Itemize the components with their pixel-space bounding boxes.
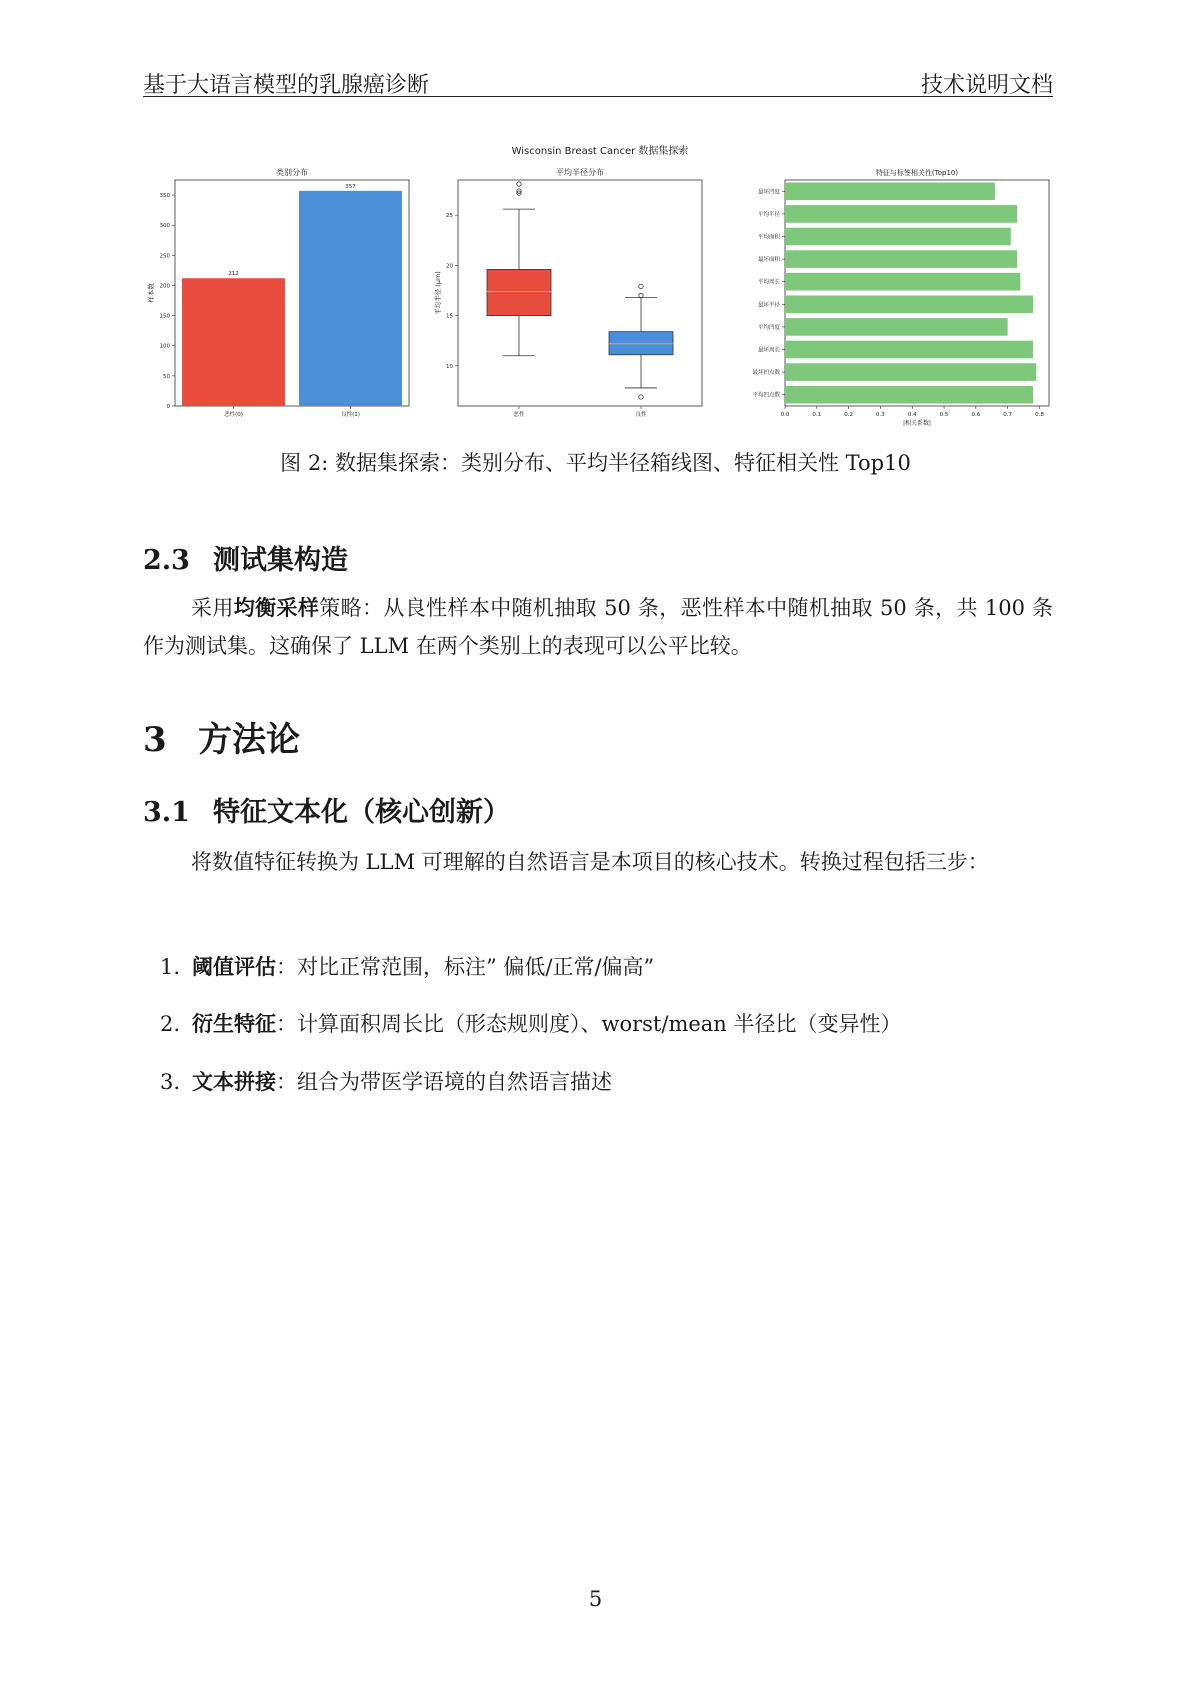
bar-data-label: 212 <box>228 271 239 278</box>
x-tick-label: 良性 <box>635 412 647 418</box>
y-tick-label: 15 <box>446 313 453 320</box>
list-item <box>160 1066 612 1096</box>
y-tick-label: 最坏凹点数 <box>752 370 780 377</box>
bar <box>785 363 1036 381</box>
y-tick-label: 平均半径 <box>757 211 780 218</box>
x-tick-label: 0.3 <box>876 412 885 418</box>
para-text: 策略：从良性样本中随机抽取 50 条，恶性样本中随机抽取 50 条，共 100 条作为测试集。这确保了 LLM 在两个类别上的表现可以公平比较。 <box>143 596 1054 658</box>
x-tick-label: 0.6 <box>971 412 981 418</box>
section-title: 测试集构造 <box>213 545 348 576</box>
section-heading-3-1 <box>143 790 510 829</box>
x-tick-label: 0.0 <box>780 412 790 418</box>
x-axis-label: |相关系数| <box>902 420 932 427</box>
y-tick-label: 平均凹点数 <box>752 392 780 399</box>
bar <box>785 318 1008 336</box>
bar <box>785 273 1020 291</box>
section-title: 方法论 <box>198 720 300 760</box>
y-tick-label: 150 <box>159 313 170 320</box>
y-tick-label: 50 <box>163 373 170 380</box>
y-axis-label: 平均半径 (μm) <box>434 271 442 315</box>
y-tick-label: 0 <box>166 404 170 410</box>
y-tick-label: 最坏半径 <box>757 302 780 309</box>
outlier-point <box>639 284 643 288</box>
chart-title: 类别分布 <box>276 168 308 177</box>
bar <box>785 386 1033 404</box>
bar <box>785 295 1033 313</box>
chart-title: 特征与标签相关性(Top10) <box>875 169 959 177</box>
section-number: 2.3 <box>143 545 190 576</box>
section-number: 3 <box>143 720 167 760</box>
section-heading-2-3 <box>143 538 348 577</box>
page-header <box>143 60 1053 97</box>
y-tick-label: 平均凹度 <box>757 324 780 331</box>
outlier-point <box>639 395 643 399</box>
bar <box>299 191 402 406</box>
list-bold-term: 阈值评估 <box>192 954 276 979</box>
header-doc-type: 技术说明文档 <box>920 73 1053 98</box>
x-tick-label: 良性(1) <box>341 412 360 418</box>
section-number: 3.1 <box>143 797 190 828</box>
y-tick-label: 250 <box>159 253 170 260</box>
box <box>487 269 551 315</box>
x-tick-label: 0.1 <box>812 412 822 418</box>
figure-svg <box>140 140 1060 430</box>
list-bold-term: 文本拼接 <box>192 1069 276 1094</box>
y-tick-label: 最坏周长 <box>757 347 780 354</box>
y-tick-label: 300 <box>159 223 170 230</box>
y-axis-label: 样本数 <box>147 283 155 303</box>
figure-suptitle: Wisconsin Breast Cancer 数据集探索 <box>511 146 689 157</box>
y-tick-label: 200 <box>159 283 170 290</box>
para-bold-term: 均衡采样 <box>233 595 320 620</box>
page-number: 5 <box>588 1587 603 1611</box>
y-tick-label: 最坏凹度 <box>757 189 780 196</box>
section-title: 特征文本化（核心创新） <box>213 797 510 828</box>
bar <box>785 250 1017 268</box>
list-number: 2. <box>160 1012 181 1036</box>
x-tick-label: 恶性 <box>513 412 525 418</box>
x-tick-label: 恶性(0) <box>224 412 243 418</box>
y-tick-label: 20 <box>446 263 453 270</box>
x-tick-label: 0.5 <box>939 412 949 418</box>
chart-title: 平均半径分布 <box>556 168 604 177</box>
bar <box>785 341 1033 359</box>
y-tick-label: 平均周长 <box>757 279 780 286</box>
para-text: 采用 <box>191 596 234 620</box>
list-bold-term: 衍生特征 <box>192 1011 276 1036</box>
list-number: 1. <box>160 955 181 979</box>
bar-data-label: 357 <box>345 183 356 190</box>
x-tick-label: 0.7 <box>1003 412 1013 418</box>
y-tick-label: 10 <box>446 363 453 370</box>
y-tick-label: 最坏面积 <box>757 257 780 264</box>
list-number: 3. <box>160 1070 181 1094</box>
list-text: ：计算面积周长比（形态规则度）、worst/mean 半径比（变异性） <box>276 1012 902 1036</box>
paragraph-test-set <box>143 589 1053 665</box>
bar <box>785 205 1017 223</box>
list-text: ：组合为带医学语境的自然语言描述 <box>276 1070 612 1094</box>
outlier-point <box>517 182 521 186</box>
bar <box>785 228 1011 246</box>
x-tick-label: 0.4 <box>907 412 917 418</box>
figure-dataset-exploration <box>140 140 1060 430</box>
outlier-point <box>639 293 643 297</box>
list-text: ：对比正常范围，标注” 偏低/正常/偏高” <box>276 955 655 979</box>
header-title: 基于大语言模型的乳腺癌诊断 <box>143 73 430 98</box>
section-heading-3 <box>143 712 300 761</box>
bar <box>182 278 285 406</box>
list-item <box>160 951 654 981</box>
figure-caption: 图 2: 数据集探索：类别分布、平均半径箱线图、特征相关性 Top10 <box>280 451 911 475</box>
y-tick-label: 25 <box>446 213 453 220</box>
x-tick-label: 0.8 <box>1035 412 1044 418</box>
y-tick-label: 平均面积 <box>757 234 780 241</box>
list-item <box>160 1008 902 1038</box>
box <box>609 332 673 355</box>
y-tick-label: 100 <box>159 343 170 350</box>
x-tick-label: 0.2 <box>844 412 853 418</box>
bar <box>785 182 995 200</box>
y-tick-label: 350 <box>159 193 170 200</box>
paragraph-feature-text: 将数值特征转换为 LLM 可理解的自然语言是本项目的核心技术。转换过程包括三步： <box>191 850 989 874</box>
